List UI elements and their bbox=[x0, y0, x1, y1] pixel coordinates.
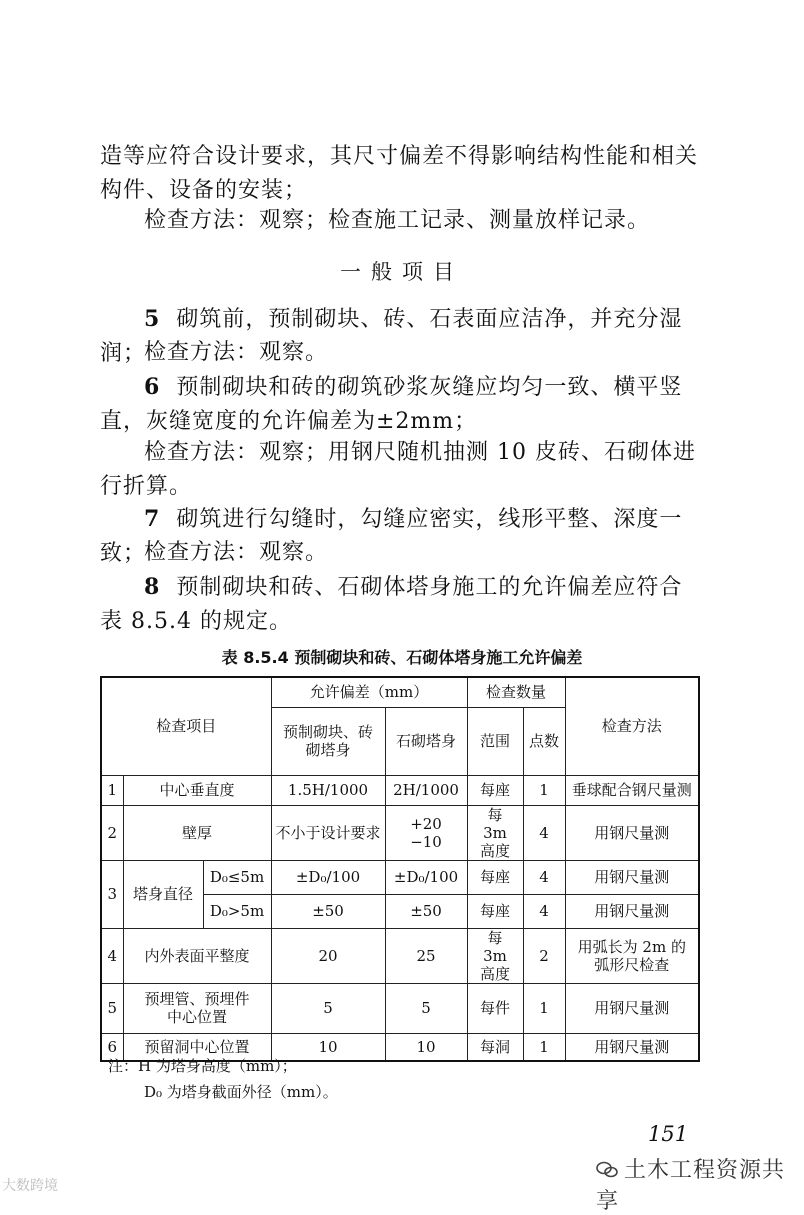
header-quantity: 检查数量 bbox=[467, 677, 565, 707]
wechat-icon bbox=[596, 1161, 618, 1179]
item-7-text: 砌筑进行勾缝时，勾缝应密实，线形平整、深度一致； bbox=[100, 507, 683, 566]
row-points: 1 bbox=[523, 983, 565, 1033]
row-range: 每座 bbox=[467, 860, 523, 894]
header-method: 检查方法 bbox=[565, 677, 699, 775]
row-range: 每 3m 高度 bbox=[467, 928, 523, 983]
row-item: 中心垂直度 bbox=[123, 775, 271, 805]
item-6-check: 检查方法：观察；用钢尺随机抽测 10 皮砖、石砌体进行折算。 bbox=[100, 440, 696, 499]
section-title: 一般项目 bbox=[340, 260, 464, 284]
row-method: 用钢尺量测 bbox=[565, 805, 699, 860]
header-points: 点数 bbox=[523, 707, 565, 775]
table-caption: 表 8.5.4 预制砌块和砖、石砌体塔身施工允许偏差 bbox=[221, 648, 583, 667]
row-block: 10 bbox=[271, 1033, 385, 1061]
header-tol-stone: 石砌塔身 bbox=[385, 707, 467, 775]
watermark-right bbox=[596, 1153, 804, 1215]
row-method: 用钢尺量测 bbox=[565, 860, 699, 894]
item-6-number: 6 bbox=[144, 374, 161, 400]
row-item: 塔身直径 bbox=[123, 860, 203, 928]
row-method: 用钢尺量测 bbox=[565, 1033, 699, 1061]
header-tol-block: 预制砌块、砖砌塔身 bbox=[271, 707, 385, 775]
row-no: 2 bbox=[101, 805, 123, 860]
row-stone: ±50 bbox=[385, 894, 467, 928]
item-8-number: 8 bbox=[144, 574, 161, 600]
row-stone: 25 bbox=[385, 928, 467, 983]
row-method: 用钢尺量测 bbox=[565, 894, 699, 928]
row-points: 2 bbox=[523, 928, 565, 983]
row-subitem: D₀>5m bbox=[203, 894, 271, 928]
item-5-text: 砌筑前，预制砌块、砖、石表面应洁净，并充分湿润； bbox=[100, 307, 683, 366]
row-points: 4 bbox=[523, 860, 565, 894]
page-number: 151 bbox=[648, 1122, 689, 1146]
row-item: 预留洞中心位置 bbox=[123, 1033, 271, 1061]
paragraph-check-method-1: 检查方法：观察；检查施工记录、测量放样记录。 bbox=[144, 208, 651, 233]
row-item: 壁厚 bbox=[123, 805, 271, 860]
row-item: 预埋管、预埋件中心位置 bbox=[123, 983, 271, 1033]
row-block: 5 bbox=[271, 983, 385, 1033]
table-row bbox=[101, 860, 699, 894]
watermark-left: 大数跨境 bbox=[2, 1178, 58, 1194]
row-block: 1.5H/1000 bbox=[271, 775, 385, 805]
row-range: 每件 bbox=[467, 983, 523, 1033]
table-note-2: D₀ 为塔身截面外径（mm）。 bbox=[144, 1083, 338, 1101]
item-8 bbox=[100, 570, 700, 639]
item-6 bbox=[100, 370, 700, 439]
row-item: 内外表面平整度 bbox=[123, 928, 271, 983]
row-no: 4 bbox=[101, 928, 123, 983]
row-points: 4 bbox=[523, 894, 565, 928]
row-no: 6 bbox=[101, 1033, 123, 1061]
item-6-text: 预制砌块和砖的砌筑砂浆灰缝应均匀一致、横平竖直，灰缝宽度的允许偏差为±2mm； bbox=[100, 375, 683, 434]
paragraph-continuation: 造等应符合设计要求，其尺寸偏差不得影响结构性能和相关构件、设备的安装； bbox=[100, 144, 699, 203]
row-stone: 10 bbox=[385, 1033, 467, 1061]
item-5-check: 检查方法：观察。 bbox=[144, 340, 329, 365]
table-row bbox=[101, 928, 699, 983]
row-block: ±D₀/100 bbox=[271, 860, 385, 894]
watermark-right-text: 土木工程资源共享 bbox=[596, 1158, 786, 1214]
row-points: 1 bbox=[523, 775, 565, 805]
row-range: 每洞 bbox=[467, 1033, 523, 1061]
row-stone: ±D₀/100 bbox=[385, 860, 467, 894]
row-points: 1 bbox=[523, 1033, 565, 1061]
row-method: 用钢尺量测 bbox=[565, 983, 699, 1033]
row-range: 每 3m 高度 bbox=[467, 805, 523, 860]
tolerance-table bbox=[100, 676, 700, 1062]
item-7-number: 7 bbox=[144, 506, 161, 532]
header-tolerance: 允许偏差（mm） bbox=[271, 677, 467, 707]
row-points: 4 bbox=[523, 805, 565, 860]
item-8-text: 预制砌块和砖、石砌体塔身施工的允许偏差应符合表 8.5.4 的规定。 bbox=[100, 575, 683, 634]
item-5-number: 5 bbox=[144, 306, 161, 332]
item-7-check: 检查方法：观察。 bbox=[144, 540, 329, 565]
header-item: 检查项目 bbox=[101, 677, 271, 775]
header-range: 范围 bbox=[467, 707, 523, 775]
row-stone: 2H/1000 bbox=[385, 775, 467, 805]
row-block: 不小于设计要求 bbox=[271, 805, 385, 860]
row-no: 3 bbox=[101, 860, 123, 928]
table-row bbox=[101, 805, 699, 860]
row-no: 1 bbox=[101, 775, 123, 805]
row-no: 5 bbox=[101, 983, 123, 1033]
row-range: 每座 bbox=[467, 775, 523, 805]
table-row bbox=[101, 775, 699, 805]
table-row bbox=[101, 983, 699, 1033]
row-block: 20 bbox=[271, 928, 385, 983]
row-method: 用弧长为 2m 的弧形尺检查 bbox=[565, 928, 699, 983]
row-subitem: D₀≤5m bbox=[203, 860, 271, 894]
row-method: 垂球配合钢尺量测 bbox=[565, 775, 699, 805]
row-stone: 5 bbox=[385, 983, 467, 1033]
row-stone: +20 −10 bbox=[385, 805, 467, 860]
row-range: 每座 bbox=[467, 894, 523, 928]
row-block: ±50 bbox=[271, 894, 385, 928]
table-note-1: 注：H 为塔身高度（mm）； bbox=[108, 1057, 297, 1075]
